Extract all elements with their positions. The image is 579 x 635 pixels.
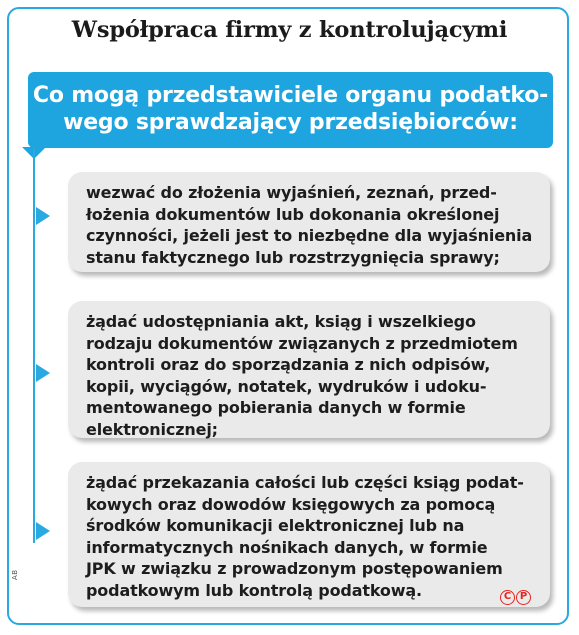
arrow-right-icon: [36, 522, 50, 540]
list-item-text: wezwać do złożenia wyjaśnień, zeznań, przed- łożenia dokumentów lub dokonania określonej czynności, jeżeli jest to niezbędne dla wyjaśnienia stanu faktycznego lub rozstrzygnięcia sprawy;: [86, 183, 533, 267]
list-item-text: żądać udostępniania akt, ksiąg i wszelkiego rodzaju dokumentów związanych z przedmiotem kontroli oraz do sporządzania z nich odpisów, kopii, wyciągów, notatek, wydruków i udoku- mentowanego pobierania danych w formie elektronicznej;: [86, 312, 518, 439]
list-item-text: żądać przekazania całości lub części ksiąg podat- kowych oraz dowodów księgowych za pomocą środków komunikacji elektronicznej lub na informatycznych nośnikach danych, w formie JPK w związku z prowadzonym postępowaniem podatkowym lub kontrolą podatkową.: [86, 473, 524, 600]
copyright-c-icon: C: [500, 590, 515, 605]
list-item: [68, 172, 550, 272]
question-banner: [28, 72, 553, 148]
infographic-title: Współpraca firmy z kontrolującymi: [71, 17, 508, 43]
connector-line: [33, 148, 35, 543]
banner-text: Co mogą przedstawiciele organu podatko- wego sprawdzający przedsiębiorców:: [32, 83, 549, 135]
cp-logo: [500, 590, 531, 605]
list-item: [68, 301, 550, 438]
list-item: [68, 462, 550, 607]
author-credit: AB: [11, 569, 19, 580]
copyright-p-icon: P: [516, 590, 531, 605]
arrow-right-icon: [36, 207, 50, 225]
arrow-right-icon: [36, 364, 50, 382]
